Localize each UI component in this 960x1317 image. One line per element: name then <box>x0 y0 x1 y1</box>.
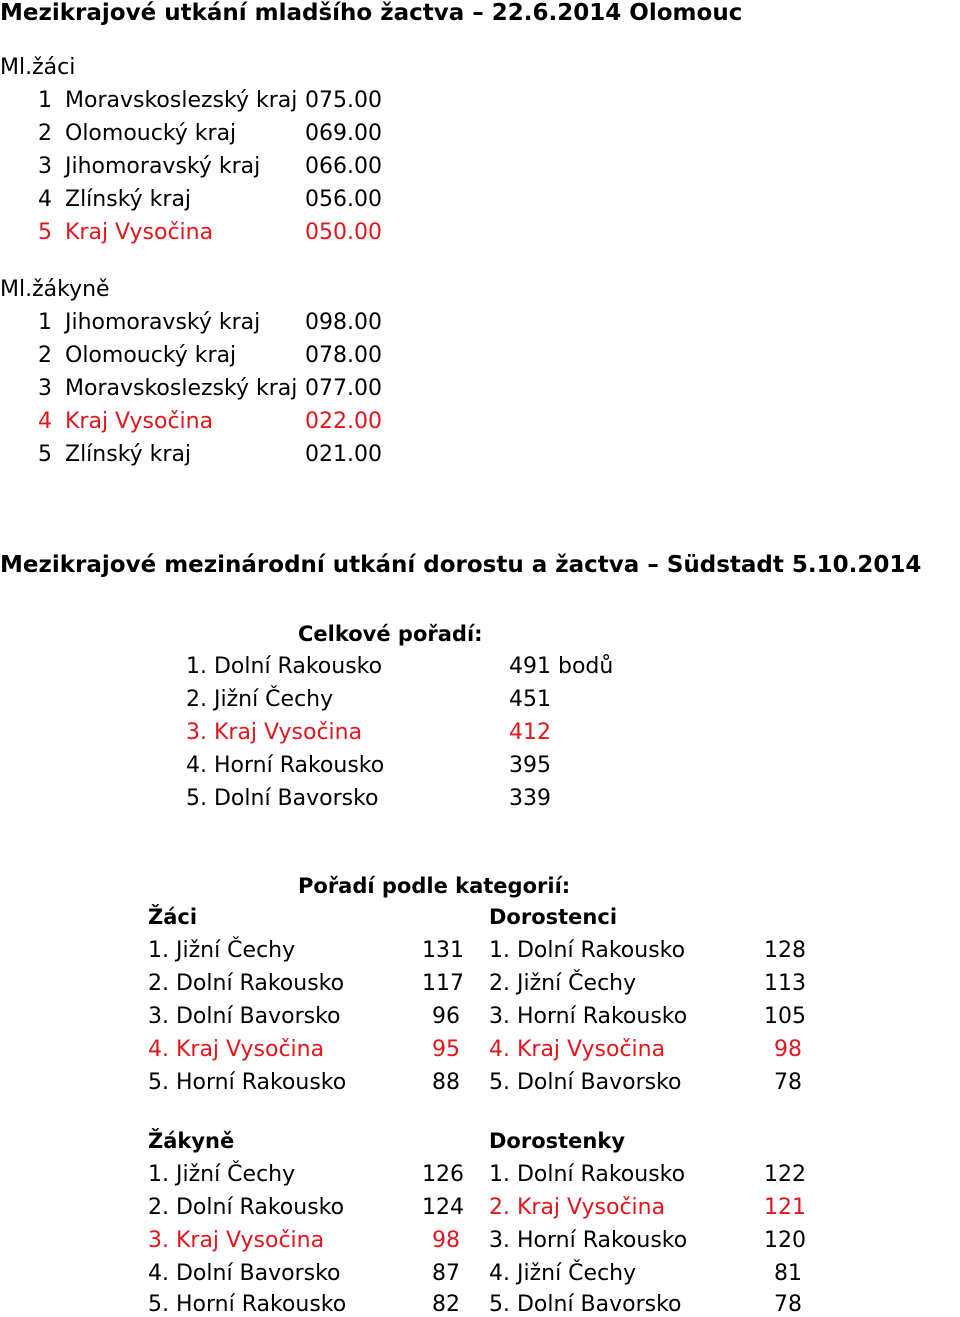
score: 339 <box>509 786 551 811</box>
category-label: Žákyně <box>148 1129 235 1153</box>
score: 491 bodů <box>509 654 614 679</box>
score: 98 <box>432 1228 460 1253</box>
category-label: Dorostenky <box>489 1129 626 1153</box>
score: 122 <box>764 1162 806 1187</box>
region-name: Moravskoslezský kraj <box>65 88 298 113</box>
score: 022.00 <box>305 409 382 434</box>
score: 82 <box>432 1292 460 1317</box>
team-name: 2. Jižní Čechy <box>489 971 637 996</box>
score: 128 <box>764 938 806 963</box>
team-name: 3. Dolní Bavorsko <box>148 1004 341 1029</box>
score: 126 <box>422 1162 464 1187</box>
score: 069.00 <box>305 121 382 146</box>
score: 078.00 <box>305 343 382 368</box>
score: 075.00 <box>305 88 382 113</box>
team-name: 3. Horní Rakousko <box>489 1004 688 1029</box>
rank: 3 <box>38 154 52 179</box>
team-name: 5. Dolní Bavorsko <box>489 1292 682 1317</box>
girls-group-label: Ml.žákyně <box>0 277 110 302</box>
overall-heading: Celkové pořadí: <box>298 622 483 646</box>
score: 78 <box>774 1070 802 1095</box>
category-label: Dorostenci <box>489 905 618 929</box>
boys-group-label: Ml.žáci <box>0 55 76 80</box>
rank: 4 <box>38 409 52 434</box>
page-title: Mezikrajové utkání mladšího žactva – 22.6.2014 Olomouc <box>0 0 743 26</box>
team-name: 2. Dolní Rakousko <box>148 1195 345 1220</box>
region-name: Zlínský kraj <box>65 442 192 467</box>
region-name: Kraj Vysočina <box>65 220 214 245</box>
team-name: 4. Kraj Vysočina <box>148 1037 325 1062</box>
score: 395 <box>509 753 551 778</box>
region-name: Jihomoravský kraj <box>65 154 261 179</box>
rank: 2 <box>38 343 52 368</box>
team-name: 4. Jižní Čechy <box>489 1261 637 1286</box>
team-name: 4. Horní Rakousko <box>186 753 385 778</box>
score: 451 <box>509 687 551 712</box>
team-name: 1. Jižní Čechy <box>148 938 296 963</box>
score: 105 <box>764 1004 806 1029</box>
category-label: Žáci <box>148 905 198 929</box>
rank: 5 <box>38 220 52 245</box>
score: 117 <box>422 971 464 996</box>
rank: 5 <box>38 442 52 467</box>
score: 78 <box>774 1292 802 1317</box>
score: 131 <box>422 938 464 963</box>
score: 87 <box>432 1261 460 1286</box>
team-name: 4. Dolní Bavorsko <box>148 1261 341 1286</box>
team-name: 2. Dolní Rakousko <box>148 971 345 996</box>
team-name: 5. Dolní Bavorsko <box>186 786 379 811</box>
team-name: 5. Horní Rakousko <box>148 1292 347 1317</box>
rank: 1 <box>38 88 52 113</box>
region-name: Moravskoslezský kraj <box>65 376 298 401</box>
score: 056.00 <box>305 187 382 212</box>
rank: 4 <box>38 187 52 212</box>
team-name: 3. Kraj Vysočina <box>148 1228 325 1253</box>
score: 124 <box>422 1195 464 1220</box>
categories-heading: Pořadí podle kategorií: <box>298 874 571 898</box>
score: 95 <box>432 1037 460 1062</box>
rank: 3 <box>38 376 52 401</box>
region-name: Zlínský kraj <box>65 187 192 212</box>
region-name: Jihomoravský kraj <box>65 310 261 335</box>
team-name: 2. Jižní Čechy <box>186 687 334 712</box>
score: 98 <box>774 1037 802 1062</box>
score: 113 <box>764 971 806 996</box>
team-name: 4. Kraj Vysočina <box>489 1037 666 1062</box>
score: 098.00 <box>305 310 382 335</box>
score: 066.00 <box>305 154 382 179</box>
score: 81 <box>774 1261 802 1286</box>
team-name: 5. Dolní Bavorsko <box>489 1070 682 1095</box>
score: 88 <box>432 1070 460 1095</box>
region-name: Kraj Vysočina <box>65 409 214 434</box>
region-name: Olomoucký kraj <box>65 121 237 146</box>
score: 021.00 <box>305 442 382 467</box>
rank: 1 <box>38 310 52 335</box>
section-title: Mezikrajové mezinárodní utkání dorostu a žactva – Südstadt 5.10.2014 <box>0 552 922 578</box>
team-name: 1. Dolní Rakousko <box>489 1162 686 1187</box>
region-name: Olomoucký kraj <box>65 343 237 368</box>
score: 077.00 <box>305 376 382 401</box>
team-name: 1. Jižní Čechy <box>148 1162 296 1187</box>
score: 412 <box>509 720 551 745</box>
team-name: 1. Dolní Rakousko <box>186 654 383 679</box>
team-name: 1. Dolní Rakousko <box>489 938 686 963</box>
score: 120 <box>764 1228 806 1253</box>
score: 96 <box>432 1004 460 1029</box>
score: 121 <box>764 1195 806 1220</box>
team-name: 2. Kraj Vysočina <box>489 1195 666 1220</box>
rank: 2 <box>38 121 52 146</box>
team-name: 5. Horní Rakousko <box>148 1070 347 1095</box>
score: 050.00 <box>305 220 382 245</box>
team-name: 3. Kraj Vysočina <box>186 720 363 745</box>
team-name: 3. Horní Rakousko <box>489 1228 688 1253</box>
